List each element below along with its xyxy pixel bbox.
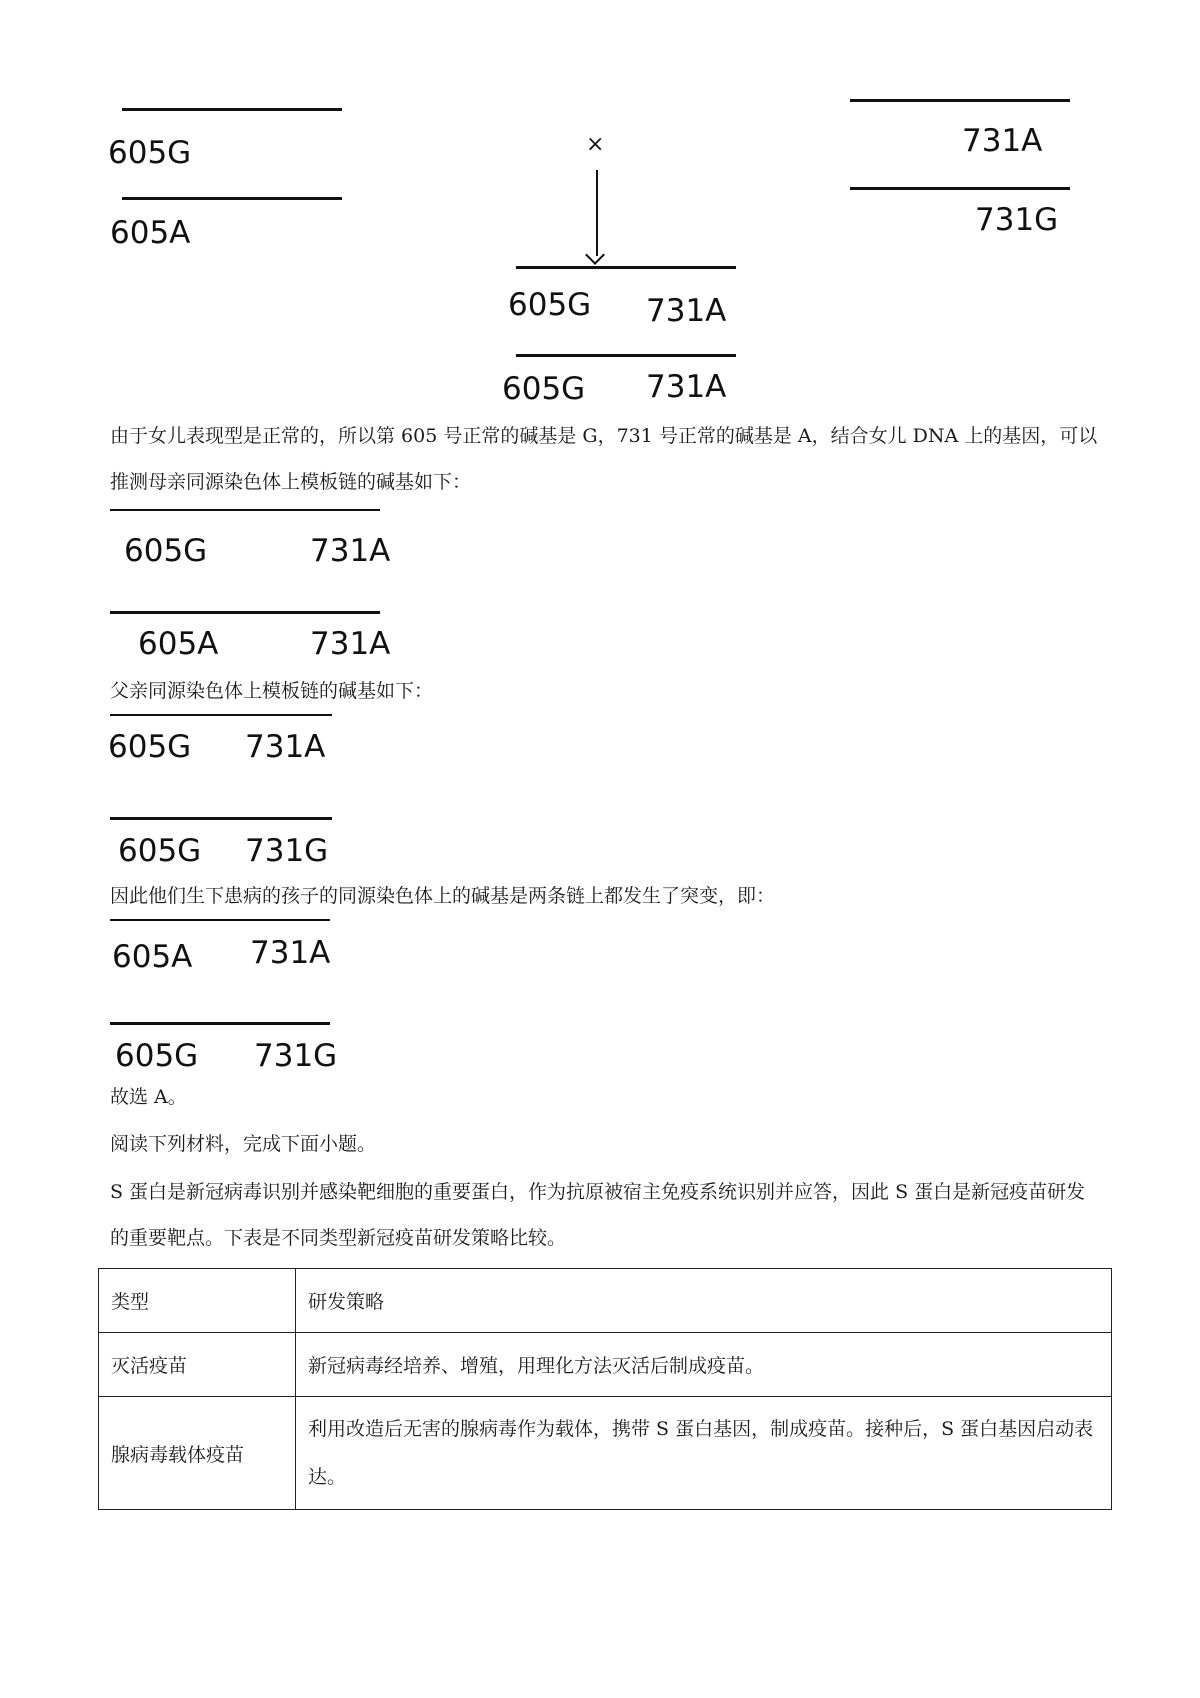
father-strand-label-2: 731G	[975, 202, 1059, 238]
explanation-paragraph-1: 由于女儿表现型是正常的，所以第 605 号正常的碱基是 G，731 号正常的碱基是 A，结合女儿 DNA 上的基因，可以推测母亲同源染色体上模板链的碱基如下：	[110, 425, 1098, 493]
explanation-paragraph-3: 因此他们生下患病的孩子的同源染色体上的碱基是两条链上都发生了突变，即：	[110, 885, 776, 907]
daughter-strand-label-2a: 605G	[502, 371, 586, 407]
table-row	[99, 1333, 1112, 1397]
child-pair-label-b1: 731A	[250, 935, 331, 971]
table-header-row	[99, 1269, 1112, 1333]
daughter-strand-line-1	[516, 266, 736, 269]
arrow-down-icon	[596, 170, 598, 256]
table-cell-strategy: 利用改造后无害的腺病毒作为载体，携带 S 蛋白基因，制成疫苗。接种后，S 蛋白基因启动表达。	[296, 1397, 1112, 1510]
child-pair-label-a1: 605A	[112, 939, 193, 975]
father-pair-label-b1: 731A	[245, 729, 326, 765]
answer-line: 故选 A。	[110, 1086, 187, 1108]
mother-strand-line-1	[122, 108, 342, 111]
father-pair-label-b2: 731G	[245, 833, 329, 869]
vaccine-strategy-table	[98, 1268, 1112, 1510]
mother-strand-label-2: 605A	[110, 215, 191, 251]
mother-pair-label-b1: 731A	[310, 533, 391, 569]
reading-instruction: 阅读下列材料，完成下面小题。	[110, 1133, 377, 1155]
table-cell-type: 灭活疫苗	[99, 1333, 296, 1397]
material-paragraph: S 蛋白是新冠病毒识别并感染靶细胞的重要蛋白，作为抗原被宿主免疫系统识别并应答，因此 S 蛋白是新冠疫苗研发的重要靶点。下表是不同类型新冠疫苗研发策略比较。	[110, 1181, 1086, 1249]
daughter-strand-label-1b: 731A	[646, 293, 727, 329]
table-cell-strategy: 新冠病毒经培养、增殖，用理化方法灭活后制成疫苗。	[296, 1333, 1112, 1397]
explanation-paragraph-2: 父亲同源染色体上模板链的碱基如下：	[110, 680, 434, 702]
table-cell-type: 腺病毒载体疫苗	[99, 1397, 296, 1510]
child-pair-line-2	[110, 1022, 330, 1025]
child-pair-label-b2: 731G	[254, 1038, 338, 1074]
father-strand-label-1: 731A	[962, 123, 1043, 159]
father-pair-line-2	[110, 817, 332, 820]
table-header-cell: 研发策略	[296, 1269, 1112, 1333]
table-header-cell: 类型	[99, 1269, 296, 1333]
table-row	[99, 1397, 1112, 1510]
arrow-head-icon	[585, 245, 605, 265]
cross-symbol: ×	[586, 132, 605, 157]
mother-pair-label-b2: 731A	[310, 626, 391, 662]
mother-strand-label-1: 605G	[108, 135, 192, 171]
daughter-strand-label-2b: 731A	[646, 369, 727, 405]
child-pair-line-1	[110, 919, 330, 921]
father-pair-line-1	[110, 714, 332, 716]
mother-pair-label-a1: 605G	[124, 533, 208, 569]
father-pair-label-a2: 605G	[118, 833, 202, 869]
mother-pair-line-1	[110, 509, 380, 511]
mother-pair-line-2	[110, 611, 380, 614]
daughter-strand-line-2	[516, 354, 736, 357]
mother-strand-line-2	[122, 197, 342, 200]
father-strand-line-1	[850, 99, 1070, 102]
father-pair-label-a1: 605G	[108, 729, 192, 765]
daughter-strand-label-1a: 605G	[508, 287, 592, 323]
mother-pair-label-a2: 605A	[138, 626, 219, 662]
child-pair-label-a2: 605G	[115, 1038, 199, 1074]
father-strand-line-2	[850, 187, 1070, 190]
